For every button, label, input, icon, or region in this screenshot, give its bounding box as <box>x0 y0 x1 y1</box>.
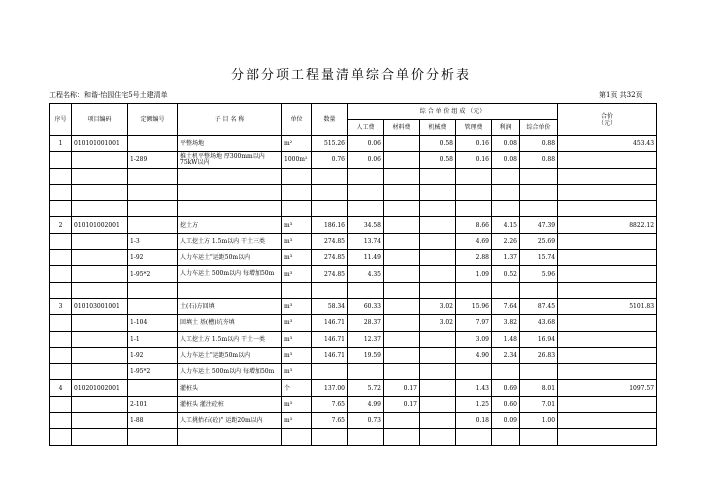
cell-code <box>72 364 128 380</box>
cell-total <box>558 396 657 412</box>
cell-seq <box>50 184 72 200</box>
cell-profit <box>492 364 520 380</box>
cell-machine: 0.58 <box>420 152 456 168</box>
cell-labor: 60.33 <box>348 298 384 314</box>
cell-code <box>72 250 128 266</box>
cell-unit <box>282 429 312 445</box>
cell-total: 8822.12 <box>558 217 657 233</box>
cell-total <box>558 364 657 380</box>
cell-quota <box>128 217 178 233</box>
cell-unit: m³ <box>282 364 312 380</box>
cell-name: 人力车运土"运距50m以内 <box>178 250 282 266</box>
table-row <box>50 168 657 184</box>
cell-quota: 1-88 <box>128 413 178 429</box>
cell-profit: 1.37 <box>492 250 520 266</box>
cell-qty: 146.71 <box>312 315 348 331</box>
cell-name: 挖土方 <box>178 217 282 233</box>
cell-unit: m² <box>282 136 312 152</box>
cell-machine: 3.02 <box>420 298 456 314</box>
cell-quota: 1-92 <box>128 347 178 363</box>
cell-unit: m³ <box>282 298 312 314</box>
cell-name <box>178 282 282 298</box>
cell-seq <box>50 152 72 168</box>
cell-total <box>558 347 657 363</box>
cell-labor <box>348 282 384 298</box>
table-row <box>50 152 657 168</box>
cell-machine <box>420 266 456 282</box>
cell-total <box>558 413 657 429</box>
cell-price <box>520 429 558 445</box>
cell-unit: m³ <box>282 413 312 429</box>
table-row <box>50 233 657 249</box>
header-material: 材料费 <box>384 120 420 136</box>
cell-seq: 1 <box>50 136 72 152</box>
cell-code <box>72 168 128 184</box>
cell-profit: 0.60 <box>492 396 520 412</box>
cell-labor: 0.06 <box>348 136 384 152</box>
price-analysis-table <box>49 103 657 446</box>
header-mgmt: 管理费 <box>456 120 492 136</box>
cell-material: 0.17 <box>384 380 420 396</box>
cell-unit: m³ <box>282 217 312 233</box>
cell-profit: 0.09 <box>492 413 520 429</box>
header-unit-price: 综合单价 <box>520 120 558 136</box>
cell-profit <box>492 184 520 200</box>
cell-price: 43.68 <box>520 315 558 331</box>
cell-labor <box>348 364 384 380</box>
cell-mgmt: 4.90 <box>456 347 492 363</box>
cell-total: 1097.57 <box>558 380 657 396</box>
table-row <box>50 413 657 429</box>
cell-name: 人工挑抬石(砼)" 运距20m以内 <box>178 413 282 429</box>
cell-unit <box>282 168 312 184</box>
cell-machine: 0.58 <box>420 136 456 152</box>
cell-total <box>558 429 657 445</box>
cell-qty: 0.76 <box>312 152 348 168</box>
cell-qty <box>312 168 348 184</box>
cell-price: 1.00 <box>520 413 558 429</box>
cell-labor <box>348 429 384 445</box>
cell-unit: m³ <box>282 266 312 282</box>
cell-material: 0.17 <box>384 396 420 412</box>
cell-unit: m³ <box>282 347 312 363</box>
cell-labor <box>348 184 384 200</box>
page-indicator: 第1页 共32页 <box>599 91 643 99</box>
cell-qty <box>312 201 348 217</box>
cell-material <box>384 331 420 347</box>
cell-unit: m³ <box>282 331 312 347</box>
cell-seq <box>50 396 72 412</box>
cell-name: 人力车运土"运距50m以内 <box>178 347 282 363</box>
table-row <box>50 136 657 152</box>
cell-material <box>384 282 420 298</box>
cell-quota: 1-104 <box>128 315 178 331</box>
cell-qty: 146.71 <box>312 347 348 363</box>
cell-code <box>72 152 128 168</box>
cell-labor: 12.37 <box>348 331 384 347</box>
cell-unit: m³ <box>282 233 312 249</box>
cell-unit: 1000m² <box>282 152 312 168</box>
header-quota-code: 定额编号 <box>128 104 178 136</box>
cell-price: 7.01 <box>520 396 558 412</box>
cell-profit: 0.08 <box>492 152 520 168</box>
table-row <box>50 380 657 396</box>
header-profit: 利润 <box>492 120 520 136</box>
cell-profit <box>492 429 520 445</box>
cell-machine <box>420 347 456 363</box>
cell-seq <box>50 347 72 363</box>
cell-mgmt: 7.97 <box>456 315 492 331</box>
cell-name <box>178 201 282 217</box>
cell-qty: 515.26 <box>312 136 348 152</box>
cell-profit: 7.64 <box>492 298 520 314</box>
cell-qty: 7.65 <box>312 413 348 429</box>
cell-total <box>558 250 657 266</box>
cell-code <box>72 233 128 249</box>
cell-profit: 4.15 <box>492 217 520 233</box>
cell-seq <box>50 233 72 249</box>
cell-material <box>384 201 420 217</box>
cell-material <box>384 136 420 152</box>
cell-material <box>384 298 420 314</box>
cell-code <box>72 282 128 298</box>
cell-price: 25.69 <box>520 233 558 249</box>
cell-mgmt: 15.96 <box>456 298 492 314</box>
table-row <box>50 282 657 298</box>
cell-price <box>520 364 558 380</box>
cell-seq <box>50 429 72 445</box>
cell-quota <box>128 282 178 298</box>
table-row <box>50 429 657 445</box>
cell-unit: m³ <box>282 250 312 266</box>
cell-price <box>520 184 558 200</box>
cell-seq <box>50 266 72 282</box>
cell-name: 人力车运土 500m以内 每增加50m <box>178 266 282 282</box>
table-row <box>50 298 657 314</box>
cell-qty <box>312 282 348 298</box>
cell-qty <box>312 364 348 380</box>
table-row <box>50 347 657 363</box>
cell-material <box>384 266 420 282</box>
cell-total: 453.43 <box>558 136 657 152</box>
cell-quota: 2-101 <box>128 396 178 412</box>
cell-code <box>72 331 128 347</box>
cell-machine <box>420 413 456 429</box>
table-row <box>50 364 657 380</box>
cell-mgmt: 0.18 <box>456 413 492 429</box>
cell-material <box>384 250 420 266</box>
table-row <box>50 250 657 266</box>
cell-material <box>384 168 420 184</box>
cell-code <box>72 201 128 217</box>
cell-unit: m³ <box>282 315 312 331</box>
cell-seq: 2 <box>50 217 72 233</box>
cell-quota: 1-95*2 <box>128 364 178 380</box>
cell-quota: 1-92 <box>128 250 178 266</box>
cell-code: 010101002001 <box>72 217 128 233</box>
cell-labor: 4.35 <box>348 266 384 282</box>
cell-labor: 4.99 <box>348 396 384 412</box>
table-row <box>50 266 657 282</box>
cell-profit: 2.34 <box>492 347 520 363</box>
cell-name <box>178 184 282 200</box>
cell-labor: 11.49 <box>348 250 384 266</box>
cell-code <box>72 184 128 200</box>
header-total-line2: （元） <box>598 119 617 127</box>
cell-mgmt: 0.16 <box>456 136 492 152</box>
cell-seq <box>50 201 72 217</box>
cell-labor: 28.37 <box>348 315 384 331</box>
cell-seq <box>50 315 72 331</box>
cell-profit: 3.82 <box>492 315 520 331</box>
project-name: 工程名称：和谐·怡园住宅5号土建清单 <box>49 91 168 99</box>
cell-mgmt <box>456 364 492 380</box>
cell-code: 010101001001 <box>72 136 128 152</box>
cell-machine <box>420 168 456 184</box>
cell-machine <box>420 282 456 298</box>
cell-labor: 13.74 <box>348 233 384 249</box>
cell-quota <box>128 184 178 200</box>
cell-code <box>72 347 128 363</box>
cell-machine <box>420 250 456 266</box>
cell-material <box>384 413 420 429</box>
cell-price: 0.88 <box>520 136 558 152</box>
cell-profit: 2.26 <box>492 233 520 249</box>
cell-profit: 1.48 <box>492 331 520 347</box>
cell-mgmt <box>456 168 492 184</box>
cell-code <box>72 396 128 412</box>
cell-material <box>384 347 420 363</box>
cell-material <box>384 152 420 168</box>
cell-total <box>558 233 657 249</box>
cell-total <box>558 168 657 184</box>
cell-name: 土(石)方回填 <box>178 298 282 314</box>
cell-unit <box>282 184 312 200</box>
cell-price: 26.83 <box>520 347 558 363</box>
cell-qty: 137.00 <box>312 380 348 396</box>
table-row <box>50 217 657 233</box>
cell-code <box>72 429 128 445</box>
cell-total <box>558 331 657 347</box>
cell-labor: 0.06 <box>348 152 384 168</box>
cell-qty: 274.85 <box>312 233 348 249</box>
cell-profit: 0.52 <box>492 266 520 282</box>
cell-labor <box>348 168 384 184</box>
cell-price: 47.39 <box>520 217 558 233</box>
cell-machine <box>420 380 456 396</box>
cell-seq <box>50 331 72 347</box>
cell-labor: 19.59 <box>348 347 384 363</box>
cell-seq <box>50 250 72 266</box>
cell-name <box>178 429 282 445</box>
cell-price: 15.74 <box>520 250 558 266</box>
cell-mgmt: 0.16 <box>456 152 492 168</box>
cell-name: 灌桩头 <box>178 380 282 396</box>
cell-profit <box>492 201 520 217</box>
cell-quota <box>128 201 178 217</box>
cell-name: 回填土 基(槽)坑夯填 <box>178 315 282 331</box>
cell-quota <box>128 136 178 152</box>
cell-name: 人工挖土方 1.5m以内 干土三类 <box>178 233 282 249</box>
cell-mgmt: 8.66 <box>456 217 492 233</box>
cell-qty <box>312 429 348 445</box>
cell-material <box>384 184 420 200</box>
cell-name: 人工挖土方 1.5m以内 干土一类 <box>178 331 282 347</box>
cell-mgmt <box>456 282 492 298</box>
cell-seq <box>50 168 72 184</box>
header-name: 子 目 名 称 <box>178 104 282 136</box>
header-item-code: 项目编码 <box>72 104 128 136</box>
cell-price: 16.94 <box>520 331 558 347</box>
cell-labor: 5.72 <box>348 380 384 396</box>
cell-unit <box>282 201 312 217</box>
cell-mgmt: 3.09 <box>456 331 492 347</box>
header-unit: 单位 <box>282 104 312 136</box>
cell-price <box>520 201 558 217</box>
cell-profit <box>492 168 520 184</box>
cell-mgmt <box>456 429 492 445</box>
cell-mgmt: 1.43 <box>456 380 492 396</box>
cell-name: 推土机平整场地 厚300mm以内75kW以内 <box>178 152 282 168</box>
cell-seq <box>50 364 72 380</box>
cell-quota <box>128 298 178 314</box>
header-machine: 机械费 <box>420 120 456 136</box>
cell-seq <box>50 282 72 298</box>
cell-total <box>558 152 657 168</box>
cell-name <box>178 168 282 184</box>
cell-labor <box>348 201 384 217</box>
cell-profit <box>492 282 520 298</box>
cell-machine <box>420 331 456 347</box>
cell-qty: 274.85 <box>312 250 348 266</box>
cell-name: 人力车运土 500m以内 每增加50m <box>178 364 282 380</box>
cell-quota <box>128 168 178 184</box>
cell-quota: 1-3 <box>128 233 178 249</box>
cell-name: 灌桩头 灌注砼桩 <box>178 396 282 412</box>
cell-machine <box>420 364 456 380</box>
cell-material <box>384 233 420 249</box>
cell-mgmt: 1.25 <box>456 396 492 412</box>
table-row <box>50 201 657 217</box>
cell-seq: 3 <box>50 298 72 314</box>
table-row <box>50 184 657 200</box>
table-row <box>50 315 657 331</box>
page-title: 分部分项工程量清单综合单价分析表 <box>230 68 471 83</box>
cell-material <box>384 217 420 233</box>
cell-machine <box>420 396 456 412</box>
cell-qty: 274.85 <box>312 266 348 282</box>
cell-price <box>520 168 558 184</box>
cell-total <box>558 282 657 298</box>
header-price-group: 综 合 单 价 组 成 （元） <box>348 104 558 120</box>
cell-unit: m³ <box>282 396 312 412</box>
cell-quota: 1-1 <box>128 331 178 347</box>
cell-qty: 7.65 <box>312 396 348 412</box>
cell-code: 010103001001 <box>72 298 128 314</box>
cell-quota: 1-95*2 <box>128 266 178 282</box>
cell-mgmt <box>456 201 492 217</box>
cell-profit: 0.08 <box>492 136 520 152</box>
cell-quota <box>128 380 178 396</box>
header-total <box>558 104 657 136</box>
header-qty: 数量 <box>312 104 348 136</box>
cell-mgmt <box>456 184 492 200</box>
table-row <box>50 396 657 412</box>
cell-quota <box>128 429 178 445</box>
cell-material <box>384 315 420 331</box>
cell-qty <box>312 184 348 200</box>
cell-total <box>558 201 657 217</box>
cell-code <box>72 266 128 282</box>
header-seq: 序号 <box>50 104 72 136</box>
cell-total <box>558 315 657 331</box>
cell-seq <box>50 413 72 429</box>
cell-name: 平整场地 <box>178 136 282 152</box>
header-total-line1: 合价 <box>601 112 614 120</box>
cell-material <box>384 364 420 380</box>
cell-machine <box>420 429 456 445</box>
cell-mgmt: 1.09 <box>456 266 492 282</box>
cell-machine <box>420 233 456 249</box>
cell-quota: 1-289 <box>128 152 178 168</box>
cell-machine <box>420 184 456 200</box>
cell-total <box>558 184 657 200</box>
cell-code: 010201002001 <box>72 380 128 396</box>
cell-seq: 4 <box>50 380 72 396</box>
cell-price <box>520 282 558 298</box>
table-row <box>50 331 657 347</box>
cell-machine <box>420 217 456 233</box>
cell-mgmt: 2.88 <box>456 250 492 266</box>
cell-labor: 0.73 <box>348 413 384 429</box>
cell-total <box>558 266 657 282</box>
cell-machine <box>420 201 456 217</box>
cell-price: 8.01 <box>520 380 558 396</box>
cell-unit: 个 <box>282 380 312 396</box>
cell-qty: 58.34 <box>312 298 348 314</box>
cell-profit: 0.69 <box>492 380 520 396</box>
cell-machine: 3.02 <box>420 315 456 331</box>
cell-material <box>384 429 420 445</box>
cell-code <box>72 413 128 429</box>
cell-qty: 186.16 <box>312 217 348 233</box>
cell-code <box>72 315 128 331</box>
cell-unit <box>282 282 312 298</box>
cell-price: 5.96 <box>520 266 558 282</box>
cell-total: 5101.83 <box>558 298 657 314</box>
cell-mgmt: 4.69 <box>456 233 492 249</box>
cell-labor: 34.58 <box>348 217 384 233</box>
cell-qty: 146.71 <box>312 331 348 347</box>
table-body <box>50 136 657 446</box>
header-labor: 人工费 <box>348 120 384 136</box>
cell-price: 0.88 <box>520 152 558 168</box>
cell-price: 87.45 <box>520 298 558 314</box>
